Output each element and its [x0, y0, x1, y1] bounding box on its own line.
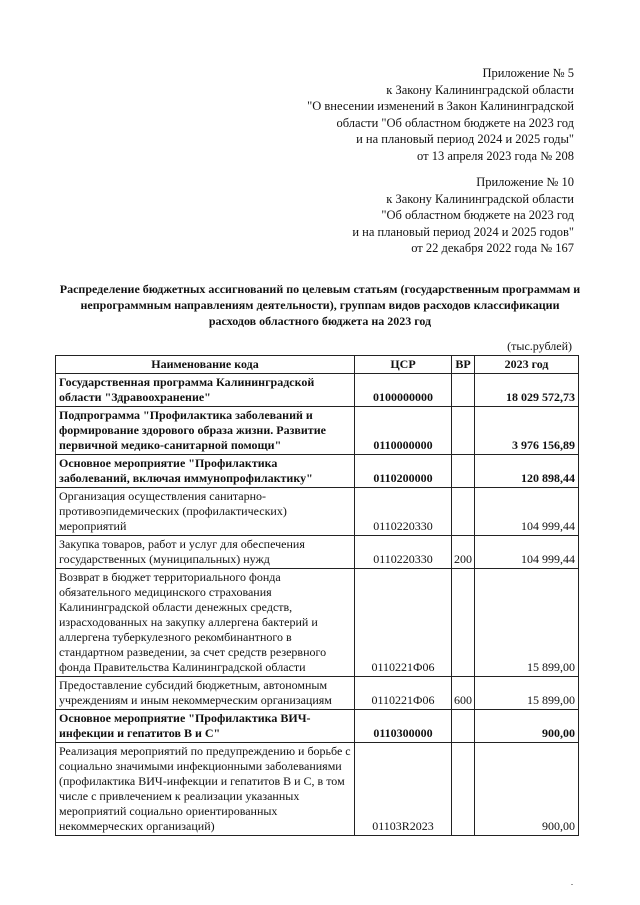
row-code: 0110221Ф06 — [355, 569, 452, 677]
appendix-current-header — [307, 65, 574, 164]
table-row — [56, 455, 579, 488]
header-code: ЦСР — [355, 356, 452, 374]
row-name — [56, 743, 355, 836]
table-row — [56, 488, 579, 536]
row-code: 0110200000 — [355, 455, 452, 488]
row-code: 0110220330 — [355, 536, 452, 569]
appendix-current-line: "О внесении изменений в Закон Калининградской — [307, 99, 574, 113]
row-code: 0110221Ф06 — [355, 677, 452, 710]
row-name — [56, 407, 355, 455]
appendix-original-line: к Закону Калининградской области — [386, 191, 574, 206]
row-vr — [452, 455, 475, 488]
header-name: Наименование кода — [56, 356, 355, 374]
row-vr: 200 — [452, 536, 475, 569]
row-amount: 900,00 — [475, 743, 579, 836]
row-name-line: Калининградской области денежных средств, — [59, 600, 293, 614]
row-code: 01103R2023 — [355, 743, 452, 836]
row-name-line: социально значимыми инфекционными заболеваниями — [59, 759, 342, 773]
row-amount: 104 999,44 — [475, 536, 579, 569]
header-vr: ВР — [452, 356, 475, 374]
row-name-line: Закупка товаров, работ и услуг для обеспечения — [59, 537, 305, 551]
row-vr — [452, 488, 475, 536]
row-code: 0110000000 — [355, 407, 452, 455]
table-row — [56, 743, 579, 836]
appendix-current-line: от 13 апреля 2023 года № 208 — [417, 148, 574, 163]
row-vr — [452, 743, 475, 836]
row-name — [56, 536, 355, 569]
row-name-line: инфекции и гепатитов В и С" — [59, 726, 221, 740]
table-row — [56, 710, 579, 743]
row-name-line: (профилактика ВИЧ-инфекции и гепатитов В и С, в том — [59, 774, 345, 788]
document-title — [50, 281, 590, 329]
table-header-row — [56, 356, 579, 374]
row-name — [56, 488, 355, 536]
appendix-original-header — [352, 174, 574, 257]
row-name — [56, 455, 355, 488]
row-name-line: Возврат в бюджет территориального фонда — [59, 570, 281, 584]
row-name-line: обязательного медицинского страхования — [59, 585, 272, 599]
header-amount: 2023 год — [475, 356, 579, 374]
row-vr — [452, 407, 475, 455]
row-vr — [452, 374, 475, 407]
row-name-line: аллергена туберкулезного рекомбинантного в — [59, 630, 292, 644]
appendix-original-line: Приложение № 10 — [476, 175, 574, 189]
row-name-line: мероприятий — [59, 519, 127, 533]
units-label: (тыс.рублей) — [507, 339, 572, 353]
appendix-current-line: и на плановый период 2024 и 2025 годы" — [356, 132, 574, 146]
row-amount: 15 899,00 — [475, 677, 579, 710]
row-amount: 18 029 572,73 — [475, 374, 579, 407]
row-name-line: Организация осуществления санитарно- — [59, 489, 267, 503]
row-name-line: государственных (муниципальных) нужд — [59, 552, 270, 566]
row-name-line: Основное мероприятие "Профилактика ВИЧ- — [59, 711, 311, 725]
row-name-line: формирование здорового образа жизни. Развитие — [59, 423, 326, 437]
table-row — [56, 407, 579, 455]
row-amount: 120 898,44 — [475, 455, 579, 488]
row-name-line: учреждениям и иным некоммерческим организациям — [59, 693, 332, 707]
row-vr: 600 — [452, 677, 475, 710]
row-name-line: фонда Правительства Калининградской области — [59, 660, 306, 674]
row-vr — [452, 710, 475, 743]
row-code: 0100000000 — [355, 374, 452, 407]
row-name-line: мероприятий социально ориентированных — [59, 804, 278, 818]
row-amount: 3 976 156,89 — [475, 407, 579, 455]
row-name-line: заболеваний, включая иммунопрофилактику" — [59, 471, 313, 485]
appendix-original-line: и на плановый период 2024 и 2025 годов" — [352, 224, 574, 239]
title-line: расходов областного бюджета на 2023 год — [208, 314, 432, 328]
appendix-current-line: Приложение № 5 — [482, 66, 574, 80]
title-line: непрограммным направлениям деятельности), группам видов расходов классификации — [80, 298, 560, 312]
budget-table — [55, 355, 579, 836]
row-amount: 15 899,00 — [475, 569, 579, 677]
row-name-line: некоммерческих организаций) — [59, 819, 215, 833]
table-row — [56, 374, 579, 407]
row-name-line: Подпрограмма "Профилактика заболеваний и — [59, 408, 313, 422]
row-name — [56, 677, 355, 710]
table-row — [56, 569, 579, 677]
row-name-line: стандартном разведении, за счет средств резервного — [59, 645, 327, 659]
table-row — [56, 677, 579, 710]
appendix-original-line: "Об областном бюджете на 2023 год — [381, 208, 574, 222]
row-name-line: Реализация мероприятий по предупреждению и борьбе с — [59, 744, 351, 758]
row-name-line: Предоставление субсидий бюджетным, автономным — [59, 678, 328, 692]
row-name-line: израсходованных на закупку аллергена бактерий и — [59, 615, 318, 629]
appendix-original-line: от 22 декабря 2022 года № 167 — [411, 241, 574, 255]
table-body — [56, 374, 579, 836]
row-name-line: противоэпидемических (профилактических) — [59, 504, 287, 518]
row-vr — [452, 569, 475, 677]
row-name-line: первичной медико-санитарной помощи" — [59, 438, 282, 452]
row-name — [56, 374, 355, 407]
row-amount: 900,00 — [475, 710, 579, 743]
title-line: Распределение бюджетных ассигнований по целевым статьям (государственным программам и — [59, 282, 581, 296]
appendix-current-line: к Закону Калининградской области — [386, 82, 574, 97]
appendix-current-line: области "Об областном бюджете на 2023 год — [336, 115, 574, 130]
row-code: 0110220330 — [355, 488, 452, 536]
scan-speck — [571, 884, 573, 885]
row-code: 0110300000 — [355, 710, 452, 743]
row-name — [56, 569, 355, 677]
table-row — [56, 536, 579, 569]
row-name-line: числе с привлечением к реализации указанных — [59, 789, 300, 803]
row-amount: 104 999,44 — [475, 488, 579, 536]
row-name-line: Основное мероприятие "Профилактика — [59, 456, 278, 470]
row-name-line: области "Здравоохранение" — [59, 390, 211, 404]
row-name-line: Государственная программа Калининградской — [59, 375, 315, 389]
row-name — [56, 710, 355, 743]
